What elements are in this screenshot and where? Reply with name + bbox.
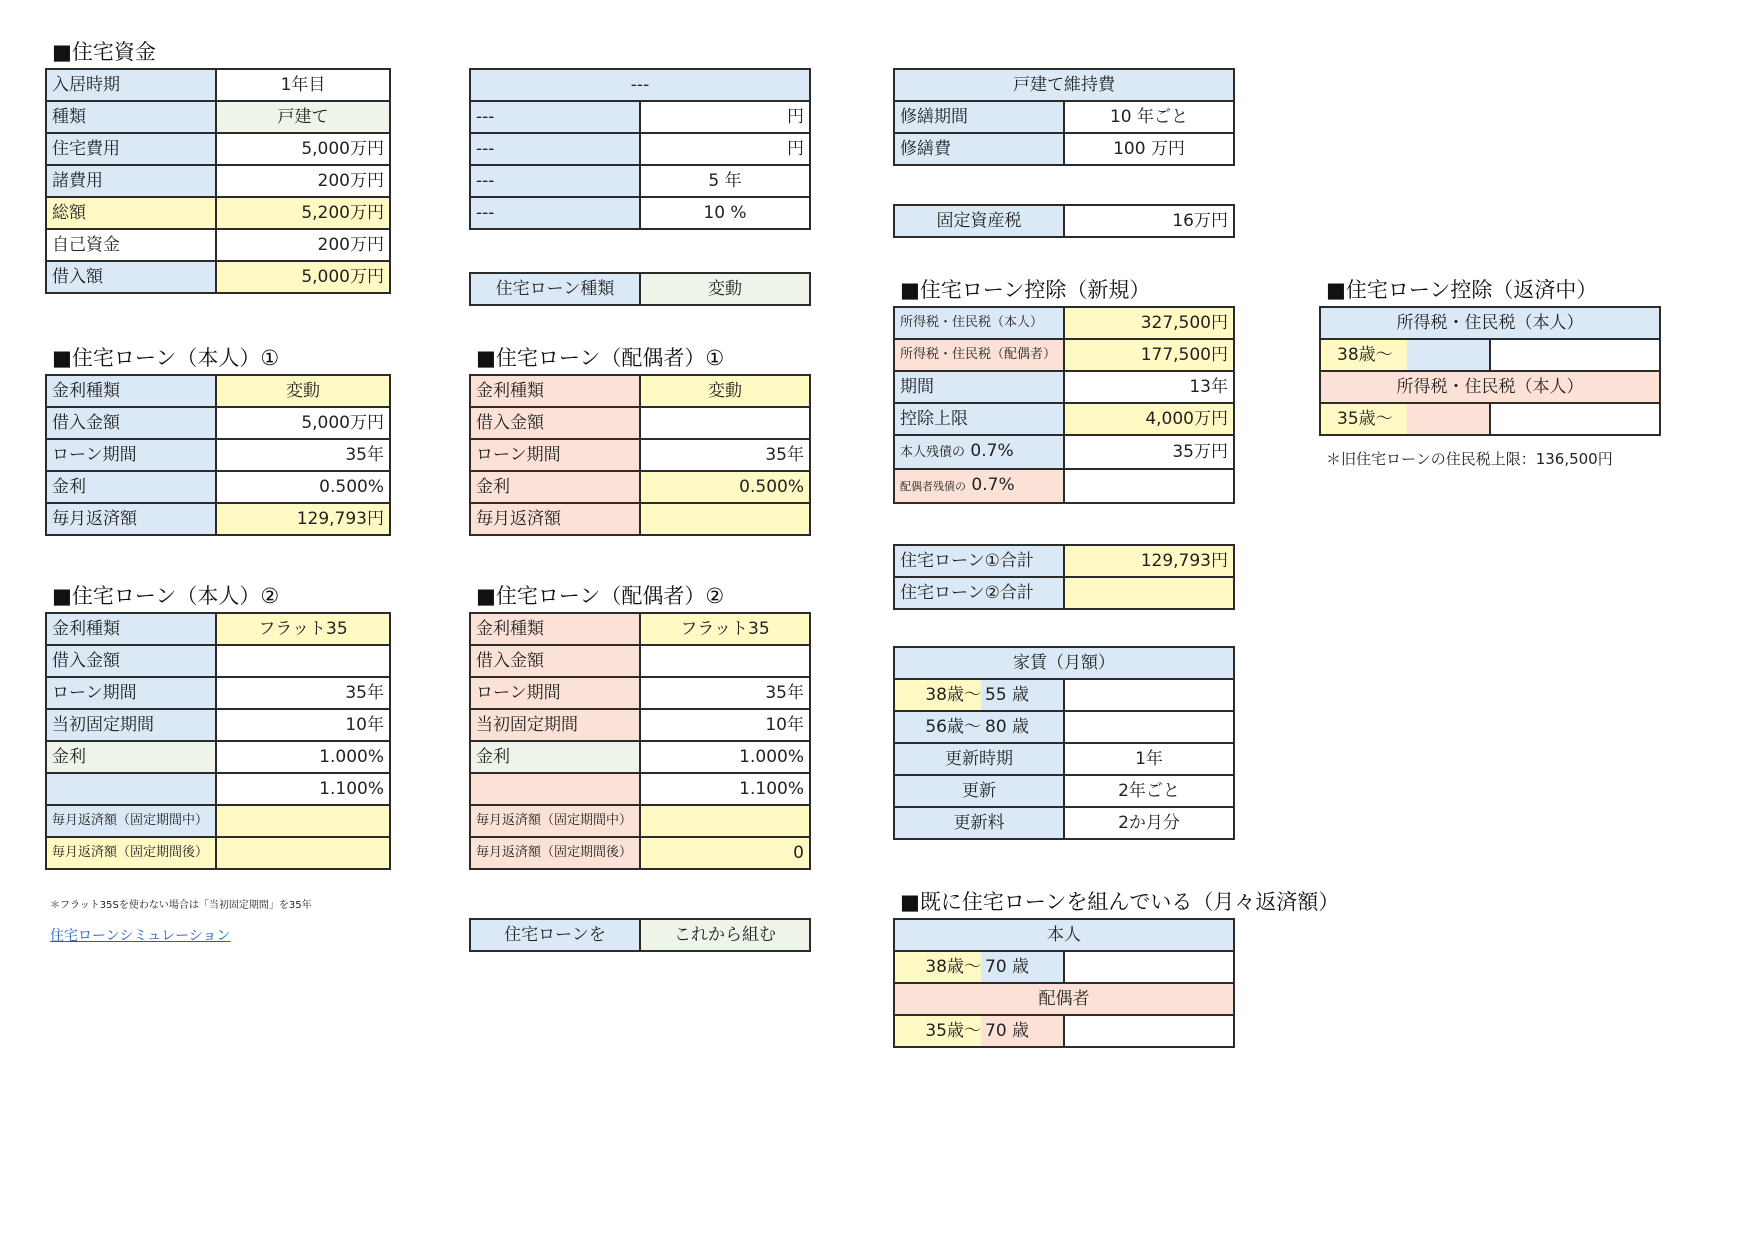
condo-value[interactable]: 円 xyxy=(640,101,810,133)
table-row xyxy=(470,375,810,407)
existing-self-header: 本人 xyxy=(894,919,1234,951)
interest-rate-value[interactable]: 1.000% xyxy=(640,741,810,773)
table-row xyxy=(470,805,810,837)
table-row xyxy=(46,645,390,677)
table-row xyxy=(46,101,390,133)
row-label: 諸費用 xyxy=(46,165,216,197)
condo-value[interactable]: 10 % xyxy=(640,197,810,229)
row-label: 控除上限 xyxy=(894,403,1064,435)
table-row xyxy=(894,133,1234,165)
loan-amount-value[interactable] xyxy=(640,407,810,439)
loan-self-1-title: ■住宅ローン（本人）① xyxy=(52,346,280,370)
row-label: 金利種類 xyxy=(470,613,640,645)
loan-plan-select[interactable]: これから組む xyxy=(640,919,810,951)
existing-self-age-range[interactable] xyxy=(894,951,1064,983)
row-label: 所得税・住民税（配偶者） xyxy=(894,339,1064,371)
row-label: 金利種類 xyxy=(46,613,216,645)
table-row xyxy=(46,407,390,439)
row-label: 住宅ローン①合計 xyxy=(894,545,1064,577)
monthly-payment-value xyxy=(640,503,810,535)
age-unit: 歳 xyxy=(1012,685,1030,705)
rent-table xyxy=(893,646,1235,840)
rate-type-select[interactable]: フラット35 xyxy=(216,613,390,645)
table-row xyxy=(46,439,390,471)
table-row xyxy=(46,837,390,869)
table-row xyxy=(470,197,810,229)
move-in-value[interactable]: 1年目 xyxy=(216,69,390,101)
row-label: 当初固定期間 xyxy=(470,709,640,741)
existing-spouse-header: 配偶者 xyxy=(894,983,1234,1015)
age-to[interactable]: 80 xyxy=(985,717,1007,737)
table-row xyxy=(894,435,1234,469)
table-row xyxy=(894,743,1234,775)
repair-interval-value[interactable]: 10 年ごと xyxy=(1064,101,1234,133)
misc-cost-value[interactable]: 200万円 xyxy=(216,165,390,197)
table-row xyxy=(894,69,1234,101)
age-to[interactable]: 55 xyxy=(985,685,1007,705)
table-row xyxy=(46,805,390,837)
loan-amount-value[interactable]: 5,000万円 xyxy=(216,407,390,439)
deduction-repaying-title: ■住宅ローン控除（返済中） xyxy=(1326,278,1598,302)
table-row xyxy=(894,679,1234,711)
repair-cost-value[interactable]: 100 万円 xyxy=(1064,133,1234,165)
house-maint-header: 戸建て維持費 xyxy=(894,69,1234,101)
row-label: 借入金額 xyxy=(470,645,640,677)
row-label: 毎月返済額（固定期間後） xyxy=(470,837,640,869)
repaying-self-age[interactable] xyxy=(1320,339,1490,371)
rent-value[interactable] xyxy=(1064,711,1234,743)
table-row xyxy=(894,807,1234,839)
interest-rate-value[interactable]: 1.000% xyxy=(216,741,390,773)
table-row xyxy=(46,741,390,773)
table-row xyxy=(46,197,390,229)
deduction-limit-value: 4,000万円 xyxy=(1064,403,1234,435)
age-to[interactable]: 70 xyxy=(985,1021,1007,1041)
repaying-spouse-age[interactable] xyxy=(1320,403,1490,435)
row-label: 借入金額 xyxy=(46,407,216,439)
rent-header: 家賃（月額） xyxy=(894,647,1234,679)
housing-funds-table xyxy=(45,68,391,294)
resident-tax-note: ＊旧住宅ローンの住民税上限：136,500円 xyxy=(1326,450,1613,468)
loan-self-2-table xyxy=(45,612,391,870)
row-label: --- xyxy=(470,165,640,197)
row-label: 借入額 xyxy=(46,261,216,293)
housing-funds-title: ■住宅資金 xyxy=(52,40,156,64)
monthly-fixed-value xyxy=(640,805,810,837)
table-row xyxy=(894,101,1234,133)
interest-rate-value[interactable]: 0.500% xyxy=(216,471,390,503)
rent-value[interactable] xyxy=(1064,679,1234,711)
rent-age-range[interactable] xyxy=(894,679,1064,711)
loan-plan-table xyxy=(469,918,811,952)
deduction-self-value: 327,500円 xyxy=(1064,307,1234,339)
loan-total-1-value: 129,793円 xyxy=(1064,545,1234,577)
table-row xyxy=(894,919,1234,951)
row-label: 自己資金 xyxy=(46,229,216,261)
spouse-balance-rate: 0.7% xyxy=(971,475,1015,495)
row-label: 所得税・住民税（本人） xyxy=(894,307,1064,339)
row-label: 総額 xyxy=(46,197,216,229)
loan-period-value[interactable]: 35年 xyxy=(216,677,390,709)
table-row xyxy=(46,677,390,709)
table-row xyxy=(46,229,390,261)
table-row xyxy=(470,407,810,439)
loan-spouse-1-table xyxy=(469,374,811,536)
table-row xyxy=(894,371,1234,403)
table-row xyxy=(894,545,1234,577)
row-label: 金利 xyxy=(470,741,640,773)
loan-spouse-1-title: ■住宅ローン（配偶者）① xyxy=(476,346,725,370)
existing-loan-table xyxy=(893,918,1235,1048)
row-label: --- xyxy=(470,101,640,133)
row-label: ローン期間 xyxy=(470,439,640,471)
row-label: 借入金額 xyxy=(470,407,640,439)
condo-header: --- xyxy=(470,69,810,101)
table-row xyxy=(46,709,390,741)
table-row xyxy=(46,375,390,407)
loan-self-2-title: ■住宅ローン（本人）② xyxy=(52,584,280,608)
table-row xyxy=(894,205,1234,237)
table-row xyxy=(894,403,1234,435)
row-label xyxy=(894,469,1064,503)
table-row xyxy=(894,647,1234,679)
age-from: 35歳〜 xyxy=(1321,404,1407,434)
condo-value[interactable]: 円 xyxy=(640,133,810,165)
loan-plan-label: 住宅ローンを xyxy=(470,919,640,951)
row-label: 当初固定期間 xyxy=(46,709,216,741)
table-row xyxy=(1320,339,1660,371)
table-row xyxy=(470,471,810,503)
total-value: 5,200万円 xyxy=(216,197,390,229)
fixed-period-value[interactable]: 10年 xyxy=(640,709,810,741)
rate-type-select[interactable]: 変動 xyxy=(216,375,390,407)
property-tax-table xyxy=(893,204,1235,238)
age-unit: 歳 xyxy=(1012,1021,1030,1041)
table-row xyxy=(470,101,810,133)
own-funds-value[interactable]: 200万円 xyxy=(216,229,390,261)
loan-period-value[interactable]: 35年 xyxy=(216,439,390,471)
property-tax-value[interactable]: 16万円 xyxy=(1064,205,1234,237)
house-type-select[interactable]: 戸建て xyxy=(216,101,390,133)
monthly-payment-value: 129,793円 xyxy=(216,503,390,535)
table-row xyxy=(894,469,1234,503)
table-row xyxy=(894,1015,1234,1047)
table-row xyxy=(470,613,810,645)
repaying-self-value[interactable] xyxy=(1490,339,1660,371)
repaying-self-header: 所得税・住民税（本人） xyxy=(1320,307,1660,339)
repaying-spouse-value[interactable] xyxy=(1490,403,1660,435)
row-label: 住宅費用 xyxy=(46,133,216,165)
row-label: 金利種類 xyxy=(470,375,640,407)
table-row xyxy=(46,503,390,535)
table-row xyxy=(894,951,1234,983)
spouse-balance-value xyxy=(1064,469,1234,503)
monthly-after-value xyxy=(216,837,390,869)
row-label: --- xyxy=(470,197,640,229)
renewal-timing-value[interactable]: 1年 xyxy=(1064,743,1234,775)
row-label: 毎月返済額（固定期間中） xyxy=(46,805,216,837)
renewal-fee-value[interactable]: 2か月分 xyxy=(1064,807,1234,839)
table-row xyxy=(894,307,1234,339)
deduction-new-table xyxy=(893,306,1235,504)
loan-type-table xyxy=(469,272,811,306)
rate-type-select[interactable]: 変動 xyxy=(640,375,810,407)
table-row xyxy=(46,165,390,197)
age-from: 38歳〜 xyxy=(895,680,981,710)
row-label: ローン期間 xyxy=(470,677,640,709)
row-label: 種類 xyxy=(46,101,216,133)
table-row xyxy=(1320,371,1660,403)
loan-period-value[interactable]: 35年 xyxy=(640,677,810,709)
table-row xyxy=(470,773,810,805)
row-label: 修繕費 xyxy=(894,133,1064,165)
row-label: 金利 xyxy=(470,471,640,503)
row-label xyxy=(470,773,640,805)
table-row xyxy=(894,711,1234,743)
interest-rate-after-value[interactable]: 1.100% xyxy=(640,773,810,805)
spouse-balance-label: 配偶者残債の xyxy=(900,480,966,493)
row-label: 更新時期 xyxy=(894,743,1064,775)
table-row xyxy=(46,613,390,645)
table-row xyxy=(470,439,810,471)
table-row xyxy=(46,133,390,165)
row-label: 借入金額 xyxy=(46,645,216,677)
table-row xyxy=(46,69,390,101)
table-row xyxy=(470,133,810,165)
row-label xyxy=(894,435,1064,469)
row-label: 金利種類 xyxy=(46,375,216,407)
age-from: 38歳〜 xyxy=(895,952,981,982)
table-row xyxy=(1320,307,1660,339)
renewal-interval-value[interactable]: 2年ごと xyxy=(1064,775,1234,807)
house-maint-table xyxy=(893,68,1235,166)
row-label: 修繕期間 xyxy=(894,101,1064,133)
loan-totals-table xyxy=(893,544,1235,610)
table-row xyxy=(894,577,1234,609)
row-label: 更新料 xyxy=(894,807,1064,839)
table-row xyxy=(470,69,810,101)
monthly-after-value: 0 xyxy=(640,837,810,869)
row-label: 住宅ローン②合計 xyxy=(894,577,1064,609)
row-label xyxy=(46,773,216,805)
table-row xyxy=(470,709,810,741)
loan-spouse-2-title: ■住宅ローン（配偶者）② xyxy=(476,584,725,608)
row-label: 金利 xyxy=(46,741,216,773)
existing-spouse-age-range[interactable] xyxy=(894,1015,1064,1047)
row-label: 毎月返済額（固定期間中） xyxy=(470,805,640,837)
simulation-link[interactable]: 住宅ローンシミュレーション xyxy=(50,928,231,944)
row-label: --- xyxy=(470,133,640,165)
self-balance-value: 35万円 xyxy=(1064,435,1234,469)
table-row xyxy=(470,837,810,869)
deduction-repaying-table xyxy=(1319,306,1661,436)
loan-amount-value[interactable] xyxy=(640,645,810,677)
row-label: 毎月返済額 xyxy=(46,503,216,535)
table-row xyxy=(470,165,810,197)
loan-period-value[interactable]: 35年 xyxy=(640,439,810,471)
deduction-new-title: ■住宅ローン控除（新規） xyxy=(900,278,1151,302)
row-label: ローン期間 xyxy=(46,677,216,709)
rate-type-select[interactable]: フラット35 xyxy=(640,613,810,645)
condo-value[interactable]: 5 年 xyxy=(640,165,810,197)
existing-self-value[interactable] xyxy=(1064,951,1234,983)
fixed-period-value[interactable]: 10年 xyxy=(216,709,390,741)
table-row xyxy=(894,983,1234,1015)
loan-total-2-value xyxy=(1064,577,1234,609)
property-tax-label: 固定資産税 xyxy=(894,205,1064,237)
table-row xyxy=(470,273,810,305)
row-label: 金利 xyxy=(46,471,216,503)
table-row xyxy=(894,339,1234,371)
loan-amount-value[interactable] xyxy=(216,645,390,677)
deduction-spouse-value: 177,500円 xyxy=(1064,339,1234,371)
table-row xyxy=(470,741,810,773)
flat35-note: ＊フラット35Sを使わない場合は「当初固定期間」を35年 xyxy=(50,900,312,911)
age-to[interactable]: 70 xyxy=(985,957,1007,977)
table-row xyxy=(1320,403,1660,435)
table-row xyxy=(46,773,390,805)
loan-spouse-2-table xyxy=(469,612,811,870)
table-row xyxy=(470,503,810,535)
house-cost-value[interactable]: 5,000万円 xyxy=(216,133,390,165)
table-row xyxy=(46,471,390,503)
interest-rate-value[interactable]: 0.500% xyxy=(640,471,810,503)
age-from: 56歳〜 xyxy=(895,712,981,742)
rent-age-range[interactable] xyxy=(894,711,1064,743)
existing-loan-title: ■既に住宅ローンを組んでいる（月々返済額） xyxy=(900,890,1340,914)
condo-table xyxy=(469,68,811,230)
monthly-fixed-value xyxy=(216,805,390,837)
deduction-period-value: 13年 xyxy=(1064,371,1234,403)
self-balance-label: 本人残債の xyxy=(900,445,966,460)
interest-rate-after-value[interactable]: 1.100% xyxy=(216,773,390,805)
loan-type-select[interactable]: 変動 xyxy=(640,273,810,305)
age-from: 38歳〜 xyxy=(1321,340,1407,370)
row-label: 毎月返済額（固定期間後） xyxy=(46,837,216,869)
age-from: 35歳〜 xyxy=(895,1016,981,1046)
self-balance-rate: 0.7% xyxy=(970,441,1014,461)
row-label: 期間 xyxy=(894,371,1064,403)
repaying-spouse-header: 所得税・住民税（本人） xyxy=(1320,371,1660,403)
table-row xyxy=(46,261,390,293)
loan-self-1-table xyxy=(45,374,391,536)
age-unit: 歳 xyxy=(1012,717,1030,737)
table-row xyxy=(470,645,810,677)
loan-type-label: 住宅ローン種類 xyxy=(470,273,640,305)
row-label: ローン期間 xyxy=(46,439,216,471)
borrow-amount-value: 5,000万円 xyxy=(216,261,390,293)
row-label: 入居時期 xyxy=(46,69,216,101)
row-label: 毎月返済額 xyxy=(470,503,640,535)
existing-spouse-value[interactable] xyxy=(1064,1015,1234,1047)
age-unit: 歳 xyxy=(1012,957,1030,977)
table-row xyxy=(894,775,1234,807)
table-row xyxy=(470,677,810,709)
row-label: 更新 xyxy=(894,775,1064,807)
table-row xyxy=(470,919,810,951)
